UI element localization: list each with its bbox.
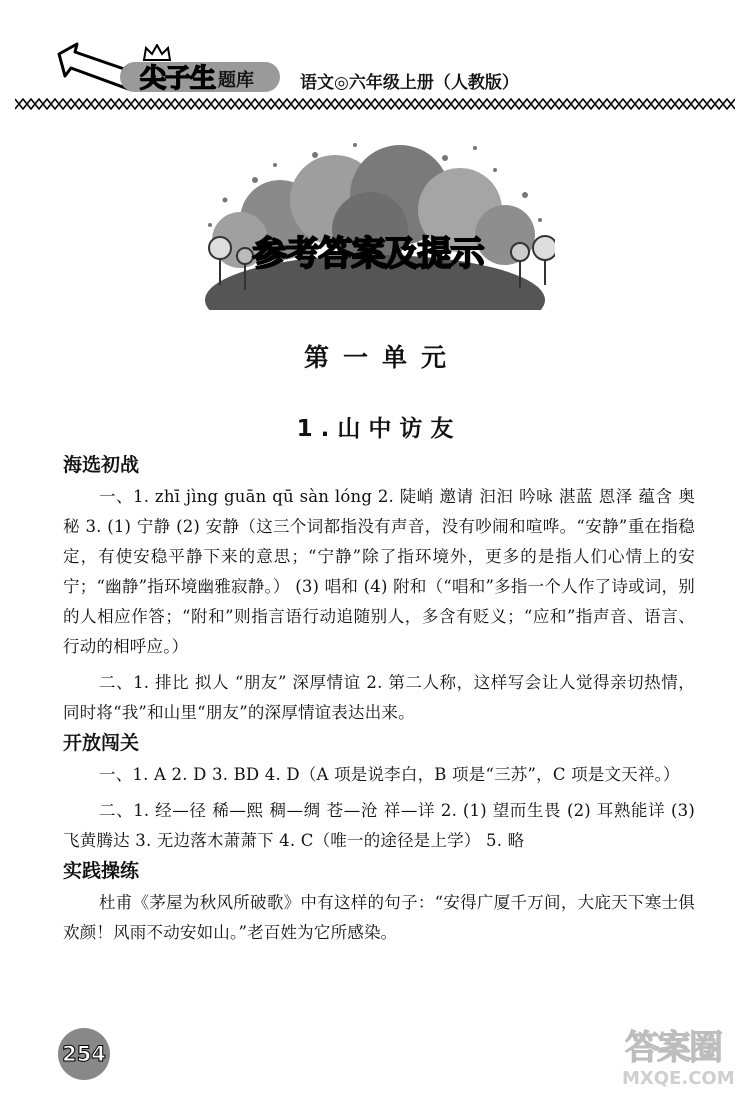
- watermark-url: MXQE.COM: [622, 1068, 735, 1089]
- answer-paragraph: 杜甫《茅屋为秋风所破歌》中有这样的句子：“安得广厦千万间，大庇天下寒士俱欢颜！风雨不动安如山。”老百姓为它所感染。: [63, 893, 695, 942]
- watermark-logo: 答案圈: [625, 1028, 721, 1068]
- answer-paragraph: 二、1. 经—径 稀—熙 稠—绸 苍—沧 祥—详 2. (1) 望而生畏 (2) 耳熟能详 (3) 飞黄腾达 3. 无边落木萧萧下 4. C（唯一的途径是上学） 5. 略: [63, 801, 695, 850]
- banner-title: 参考答案及提示: [252, 234, 484, 274]
- lesson-title: 1.山中访友: [296, 416, 462, 442]
- unit-title: 第一单元: [303, 343, 460, 372]
- page-header: [0, 0, 750, 120]
- answer-content: [63, 450, 695, 948]
- book-subtitle: 语文◎六年级上册（人教版）: [300, 73, 519, 93]
- answer-paragraph: 二、1. 排比 拟人 “朋友” 深厚情谊 2. 第二人称，这样写会让人觉得亲切热情，同时将“我”和山里“朋友”的深厚情谊表达出来。: [63, 673, 695, 722]
- section-title: 海选初战: [63, 454, 140, 476]
- answer-banner-illustration: [195, 140, 555, 310]
- page-number: 254: [58, 1028, 110, 1080]
- answer-paragraph: 一、1. zhī jìng guān qū sàn lóng 2. 陡峭 邀请 汩汩 吟咏 湛蓝 恩泽 蕴含 奥秘 3. (1) 宁静 (2) 安静（这三个词都指没有声音，没有吵闹和喧哗。“安静”重在指稳定，有使安稳平静下来的意思；“宁静”除了指环境外，更多的是指人们心情上的安宁；“幽静”指环境幽雅寂静。） (3) 唱和 (4) 附和（“唱和”多指一个人作了诗或词，别的人相应作答；“附和”则指言语行动追随别人，多含有贬义；“应和”指声音、语言、行动的相呼应。）: [63, 487, 695, 656]
- brand-name: 尖子生: [140, 64, 216, 94]
- section-title: 实践操练: [63, 860, 140, 882]
- answer-paragraph: 一、1. A 2. D 3. BD 4. D（A 项是说李白，B 项是“三苏”，C 项是文天祥。）: [99, 765, 680, 784]
- decorative-zigzag-rule: [15, 97, 735, 113]
- brand-suffix: 题库: [218, 70, 254, 91]
- section-title: 开放闯关: [63, 732, 140, 754]
